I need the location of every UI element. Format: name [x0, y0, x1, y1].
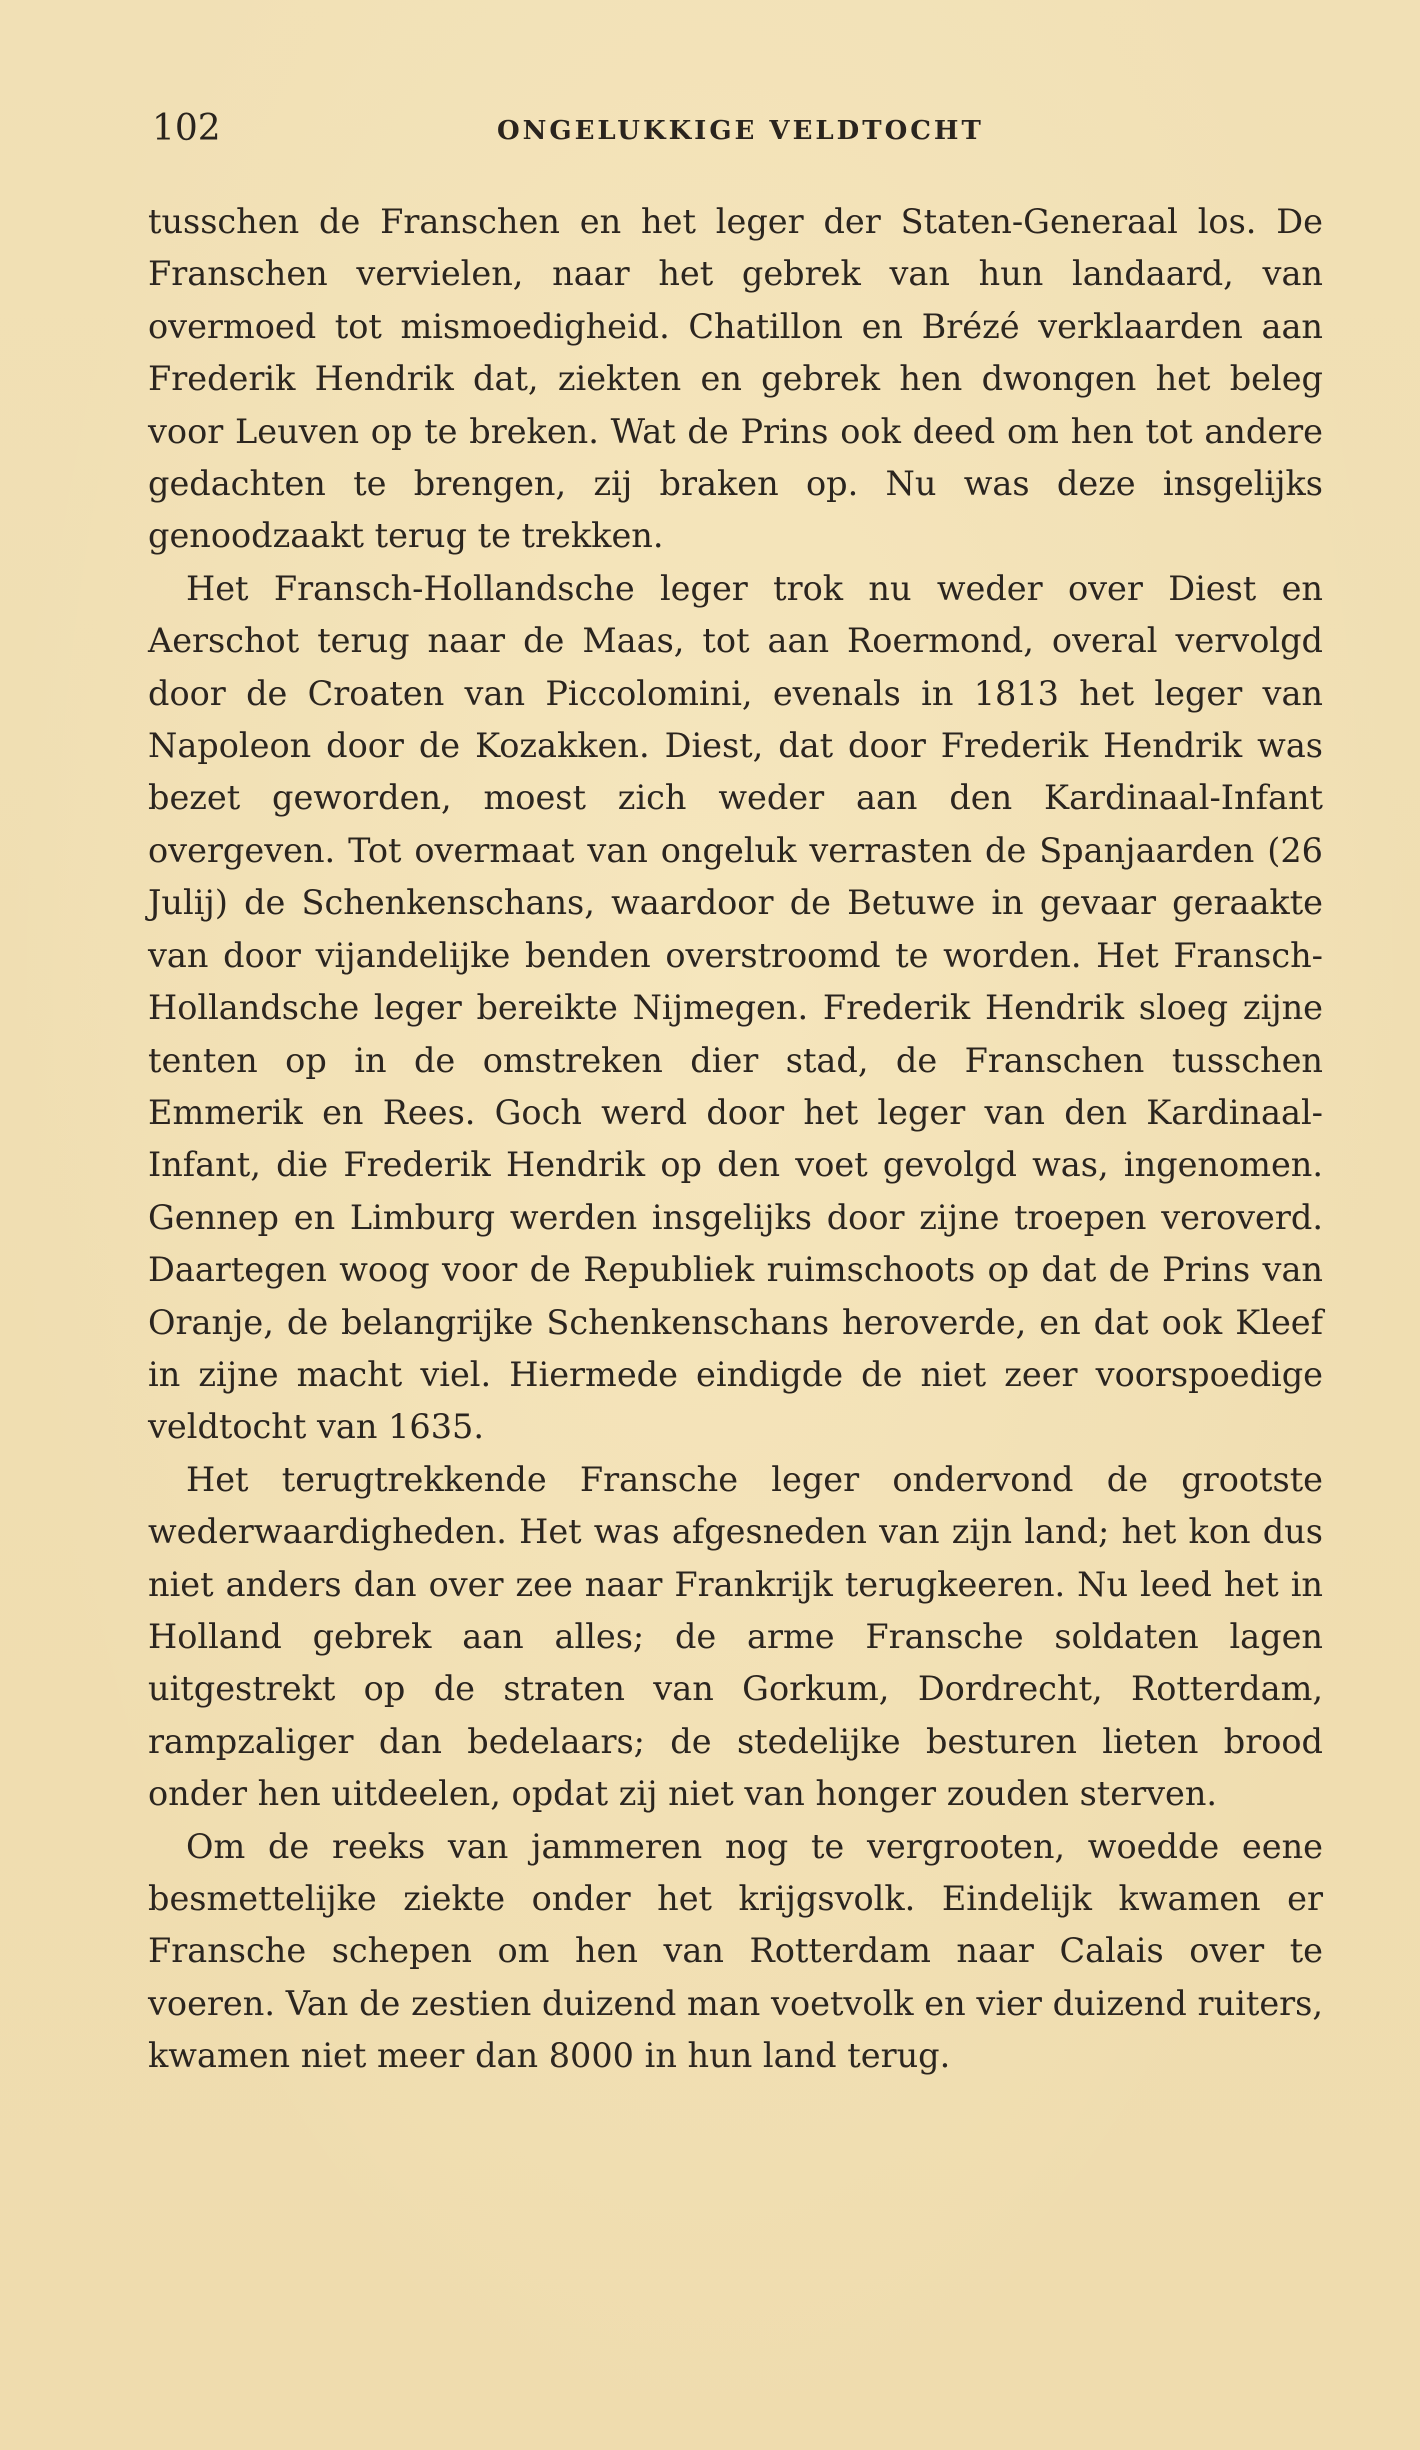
paragraph: Het terugtrekkende Fransche leger ondervond de grootste wederwaardigheden. Het was afgesneden van zijn land; het kon dus niet anders dan over zee naar Frankrijk terugkeeren. Nu leed het in Holland gebrek aan alles; de arme Fransche soldaten lagen uitgestrekt op de straten van Gorkum, Dordrecht, Rotterdam, rampzaliger dan bedelaars; de stedelijke besturen lieten brood onder hen uitdeelen, opdat zij niet van honger zouden sterven. [148, 1459, 1323, 1814]
page-number: 102 [152, 108, 221, 149]
paragraph: tusschen de Franschen en het leger der Staten-Generaal los. De Franschen vervielen, naar het gebrek van hun landaard, van overmoed tot mismoedigheid. Chatillon en Brézé verklaarden aan Frederik Hendrik dat, ziekten en gebrek hen dwongen het beleg voor Leuven op te breken. Wat de Prins ook deed om hen tot andere gedachten te brengen, zij braken op. Nu was deze insgelijks genoodzaakt terug te trekken. [148, 202, 1323, 556]
paragraph: Het Fransch-Hollandsche leger trok nu weder over Diest en Aerschot terug naar de Maas, tot aan Roermond, overal vervolgd door de Croaten van Piccolomini, evenals in 1813 het leger van Napoleon door de Kozakken. Diest, dat door Frederik Hendrik was bezet geworden, moest zich weder aan den Kardinaal-Infant overgeven. Tot overmaat van ongeluk verrasten de Spanjaarden (26 Julij) de Schenkenschans, waardoor de Betuwe in gevaar geraakte van door vijandelijke benden overstroomd te worden. Het Fransch-Hollandsche leger bereikte Nijmegen. Frederik Hendrik sloeg zijne tenten op in de omstreken dier stad, de Franschen tusschen Emmerik en Rees. Goch werd door het leger van den Kardinaal-Infant, die Frederik Hendrik op den voet gevolgd was, ingenomen. Gennep en Limburg werden insgelijks door zijne troepen veroverd. Daartegen woog voor de Republiek ruimschoots op dat de Prins van Oranje, de belangrijke Schenkenschans heroverde, en dat ook Kleef in zijne macht viel. Hiermede eindigde de niet zeer voorspoedige veldtocht van 1635. [148, 568, 1323, 1447]
running-head [152, 108, 1317, 158]
paragraph: Om de reeks van jammeren nog te vergrooten, woedde eene besmettelijke ziekte onder het krijgsvolk. Eindelijk kwamen er Fransche schepen om hen van Rotterdam naar Calais over te voeren. Van de zestien duizend man voetvolk en vier duizend ruiters, kwamen niet meer dan 8000 in hun land terug. [148, 1826, 1323, 2076]
body-text [148, 196, 1323, 2083]
running-title: ONGELUKKIGE VELDTOCHT [497, 116, 984, 146]
